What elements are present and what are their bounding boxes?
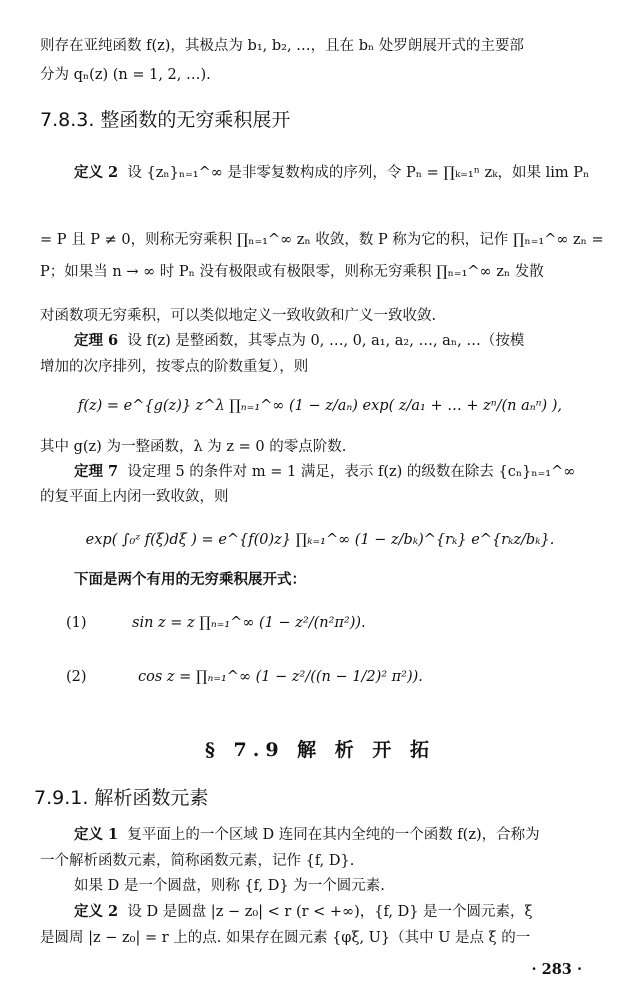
definition-label: 定义 1 — [74, 826, 119, 843]
text: 设 D 是圆盘 |z − z₀| < r (r < +∞)，{f, D} 是一个圆元素，ξ — [127, 904, 533, 920]
definition-2 — [74, 163, 589, 183]
formula-theorem-6: f(z) = e^{g(z)} z^λ ∏ₙ₌₁^∞ (1 − z/aₙ) exp( z/a₁ + … + zⁿ/(n aₙⁿ) ), — [77, 398, 563, 414]
definition-1 — [74, 825, 540, 845]
theorem-6 — [74, 331, 524, 351]
section-title-7-9: § 7.9 解 析 开 拓 — [204, 739, 436, 761]
equation-number: (2) — [66, 669, 87, 685]
text: 复平面上的一个区域 D 连同在其内全纯的一个函数 f(z)，合称为 — [127, 827, 540, 843]
theorem-label: 定理 6 — [74, 332, 119, 349]
equation-number: (1) — [66, 615, 87, 631]
text-line: 的复平面上内闭一致收敛，则 — [40, 489, 229, 505]
text: 设定理 5 的条件对 m = 1 满足，表示 f(z) 的级数在除去 {cₙ}ₙ₌₁^∞ — [127, 464, 576, 480]
theorem-7 — [74, 462, 575, 482]
text-line: 其中 g(z) 为一整函数，λ 为 z = 0 的零点阶数. — [40, 439, 347, 455]
formula-theorem-7: exp( ∫₀ᶻ f(ξ)dξ ) = e^{f(0)z} ∏ₖ₌₁^∞ (1 − z/bₖ)^{rₖ} e^{rₖz/bₖ}. — [85, 532, 555, 548]
text-line: 是圆周 |z − z₀| = r 上的点. 如果存在圆元素 {φξ, U}（其中 U 是点 ξ 的一 — [40, 930, 531, 946]
text-line: = P 且 P ≠ 0，则称无穷乘积 ∏ₙ₌₁^∞ zₙ 收敛，数 P 称为它的积，记作 ∏ₙ₌₁^∞ zₙ = — [40, 232, 604, 248]
definition-label: 定义 2 — [74, 164, 119, 181]
text-line: P；如果当 n → ∞ 时 Pₙ 没有极限或有极限零，则称无穷乘积 ∏ₙ₌₁^∞ zₙ 发散 — [40, 264, 544, 280]
text: 设 f(z) 是整函数，其零点为 0, …, 0, a₁, a₂, …, aₙ, …（按模 — [127, 333, 525, 349]
text-line: 对函数项无穷乘积，可以类似地定义一致收敛和广义一致收敛. — [40, 308, 437, 324]
text-line: 如果 D 是一个圆盘，则称 {f, D} 为一个圆元素. — [74, 878, 385, 894]
theorem-label: 定理 7 — [74, 463, 119, 480]
text-line: 分为 qₙ(z) (n = 1, 2, …). — [40, 67, 211, 83]
section-heading-7-9-1: 7.9.1. 解析函数元素 — [34, 787, 209, 809]
page-number: · 283 · — [531, 961, 582, 978]
formula-sin: sin z = z ∏ₙ₌₁^∞ (1 − z²/(n²π²)). — [132, 615, 366, 631]
text: 设 {zₙ}ₙ₌₁^∞ 是非零复数构成的序列，令 Pₙ = ∏ₖ₌₁ⁿ zₖ，如果 lim Pₙ — [127, 165, 590, 181]
text-line: 则存在亚纯函数 f(z)，其极点为 b₁, b₂, …，且在 bₙ 处罗朗展开式的主要部 — [40, 38, 524, 54]
formula-cos: cos z = ∏ₙ₌₁^∞ (1 − z²/((n − 1/2)² π²)). — [138, 669, 423, 685]
definition-label: 定义 2 — [74, 903, 119, 920]
text-line: 增加的次序排列，按零点的阶数重复），则 — [40, 359, 309, 375]
definition-2b — [74, 902, 533, 922]
text-line: 一个解析函数元素，简称函数元素，记作 {f, D}. — [40, 853, 355, 869]
text-line: 下面是两个有用的无穷乘积展开式： — [74, 571, 306, 588]
section-heading-7-8-3: 7.8.3. 整函数的无穷乘积展开 — [40, 109, 291, 131]
